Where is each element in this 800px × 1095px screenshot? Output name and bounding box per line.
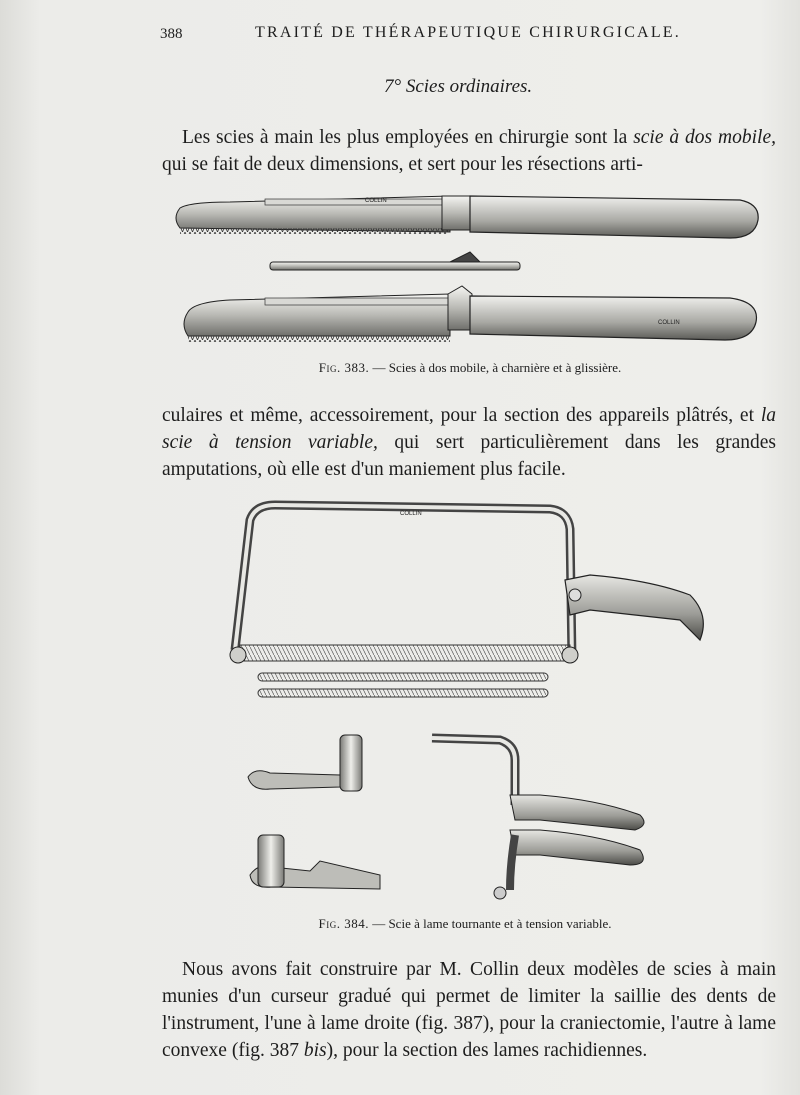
caption-text: — Scies à dos mobile, à charnière et à glissière. — [369, 360, 622, 375]
paragraph-text: ), pour la section des lames rachidiennes. — [326, 1040, 648, 1061]
paragraph-continued — [162, 402, 776, 483]
paragraph-italic: bis — [303, 1040, 327, 1061]
paragraph-intro — [162, 124, 776, 178]
figure-384-caption — [270, 916, 660, 932]
paragraph-text: qui sert particulièrement dans les grandes amputations, où elle est d'un maniement plus facile. — [162, 432, 776, 480]
back-piece-icon — [270, 252, 520, 270]
caption-label: Fig. 383. — [318, 360, 370, 375]
figure-384-illustration — [210, 495, 730, 905]
figure-383-caption — [270, 360, 670, 376]
paragraph-text: culaires et même, accessoirement, pour la section des appareils plâtrés, et — [162, 405, 761, 426]
frame-saw-icon — [230, 505, 703, 663]
paragraph-italic: scie à dos mobile, — [633, 127, 776, 148]
caption-label: Fig. 384. — [318, 916, 369, 931]
section-title: 7° Scies ordinaires. — [384, 76, 533, 97]
paragraph-collin — [162, 956, 776, 1064]
engraving-label: COLLIN — [365, 198, 387, 204]
saw-top-icon — [176, 196, 758, 238]
paragraph-text: Les scies à main les plus employées en chirurgie sont la — [182, 127, 634, 148]
paragraph-italic: la scie à tension variable, — [162, 405, 776, 453]
running-title: TRAITÉ DE THÉRAPEUTIQUE CHIRURGICALE. — [255, 24, 681, 41]
saw-bottom-icon — [184, 286, 756, 342]
engraving-label: COLLIN — [400, 511, 422, 517]
spare-blade-icon — [258, 673, 548, 697]
engraving-label: COLLIN — [658, 320, 680, 326]
page-header — [160, 22, 800, 46]
paragraph-text: Nous avons fait construire par M. Collin deux modèles de scies à main munies d'un curseur gradué qui permet de limiter la saillie des dents de l'instrument, l'une à lame droite (fig. 387), pour la craniectomie, l'autre à lame convexe (fig. 387 — [162, 959, 776, 1061]
clamp-part-icon — [248, 735, 380, 889]
page-number: 388 — [160, 26, 183, 42]
folding-saw-icon — [432, 738, 644, 899]
figure-383-illustration — [170, 190, 770, 350]
paragraph-text: qui se fait de deux dimensions, et sert pour les résections arti- — [162, 154, 643, 175]
caption-text: — Scie à lame tournante et à tension variable. — [368, 916, 612, 931]
